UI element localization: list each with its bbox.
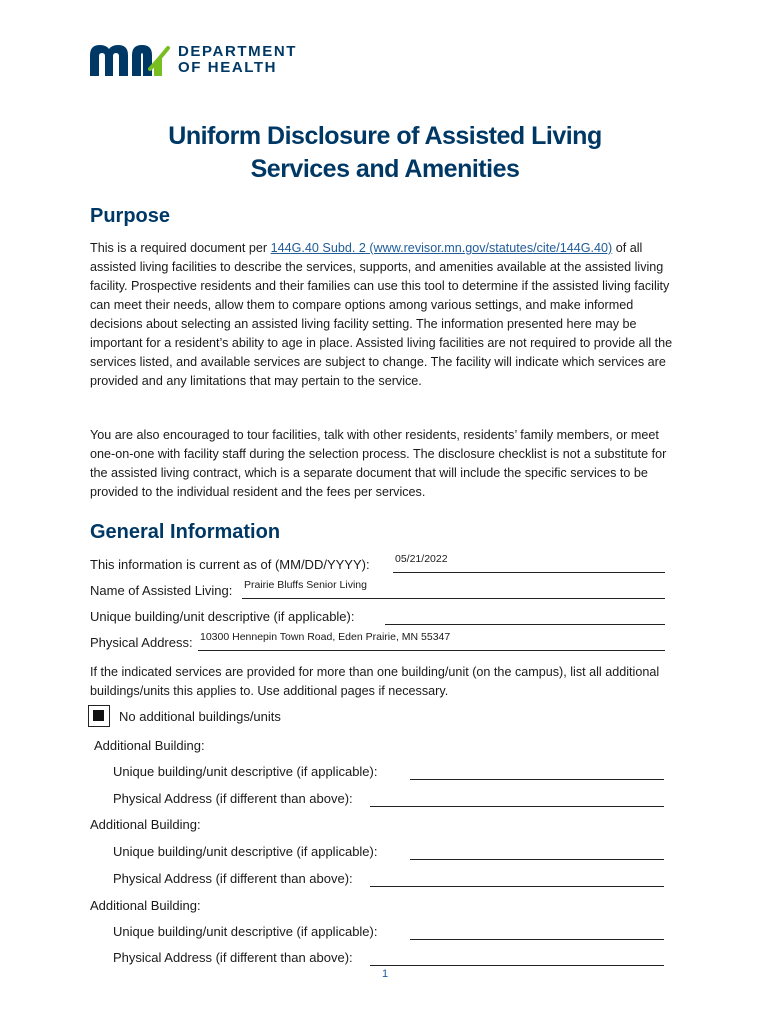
general-info-heading: General Information [90,521,281,543]
mdh-logo [90,44,297,76]
unit-label: Unique building/unit descriptive (if applicable): [90,609,355,624]
current-as-of-line [393,572,665,573]
multi-building-note: If the indicated services are provided for more than one building/unit (on the campus), list all additional buildings/units this applies to. Use additional pages if necessary. [90,665,660,698]
additional-1-address-row [113,787,664,807]
address-field[interactable]: 10300 Hennepin Town Road, Eden Prairie, MN 55347 [200,631,451,643]
document-title [120,120,650,186]
current-as-of-row [90,553,665,573]
address-label: Physical Address: [90,635,193,650]
additional-1-address-label: Physical Address (if different than above): [113,791,353,806]
name-line [242,598,665,599]
current-as-of-field[interactable]: 05/21/2022 [395,553,448,565]
additional-building-3-heading: Additional Building: [90,898,201,913]
page-number: 1 [381,968,389,980]
additional-3-unit-row [113,920,664,940]
additional-3-address-label: Physical Address (if different than above): [113,950,353,965]
additional-building-2-heading: Additional Building: [90,817,201,832]
logo-line2: OF HEALTH [178,59,278,76]
name-row [90,579,665,599]
purpose-p1-before-link: This is a required document per [90,241,271,255]
unit-line [385,624,665,625]
purpose-paragraph-1 [90,239,675,391]
additional-3-address-line [370,965,664,966]
purpose-p1-after-link: of all assisted living facilities to describe the services, supports, and amenities available at the assisted living facility. Prospective residents and their families can use this tool to determine if the assisted living facility can meet their needs, allow them to compare options among various settings, and make informed decisions about selecting an assisted living facility setting. The information presented here may be important for a resident’s ability to age in place. Assisted living facilities are not required to provide all the services listed, and available services are subject to change. The facility will indicate which services are provided and any limitations that may pertain to the service. [90,241,673,388]
additional-2-address-line [370,886,664,887]
no-additional-checkbox[interactable] [88,705,110,727]
address-row [90,631,665,651]
name-label: Name of Assisted Living: [90,583,233,598]
purpose-heading: Purpose [90,205,171,227]
additional-1-unit-row [113,760,664,780]
additional-1-unit-line [410,779,664,780]
additional-1-address-line [370,806,664,807]
additional-1-unit-label: Unique building/unit descriptive (if applicable): [113,764,378,779]
additional-3-unit-line [410,939,664,940]
additional-2-unit-label: Unique building/unit descriptive (if applicable): [113,844,378,859]
additional-3-address-row [113,946,664,966]
address-line [198,650,665,651]
additional-3-unit-label: Unique building/unit descriptive (if applicable): [113,924,378,939]
no-additional-label: No additional buildings/units [119,709,281,724]
statute-link[interactable]: 144G.40 Subd. 2 (www.revisor.mn.gov/statutes/cite/144G.40) [270,241,613,255]
name-field[interactable]: Prairie Bluffs Senior Living [244,579,367,591]
unit-row [90,605,665,625]
additional-building-1-heading: Additional Building: [94,738,205,753]
purpose-paragraph-2: You are also encouraged to tour facilities, talk with other residents, residents’ family members, or meet one-on-one with facility staff during the selection process. The disclosure checklist is not a substitute for the assisted living contract, which is a separate document that will include the specific services to be provided to the individual resident and the fees per services. [90,428,667,499]
title-line2: Services and Amenities [250,155,520,183]
additional-2-unit-row [113,840,664,860]
additional-2-address-row [113,867,664,887]
additional-2-unit-line [410,859,664,860]
checkbox-checked-mark [93,710,104,721]
logo-line1: DEPARTMENT [178,43,298,60]
current-as-of-label: This information is current as of (MM/DD/YYYY): [90,557,370,572]
logo-wordmark [178,44,297,76]
additional-2-address-label: Physical Address (if different than above): [113,871,353,886]
minnesota-mn-logo-icon [90,44,172,76]
title-line1: Uniform Disclosure of Assisted Living [168,122,602,150]
